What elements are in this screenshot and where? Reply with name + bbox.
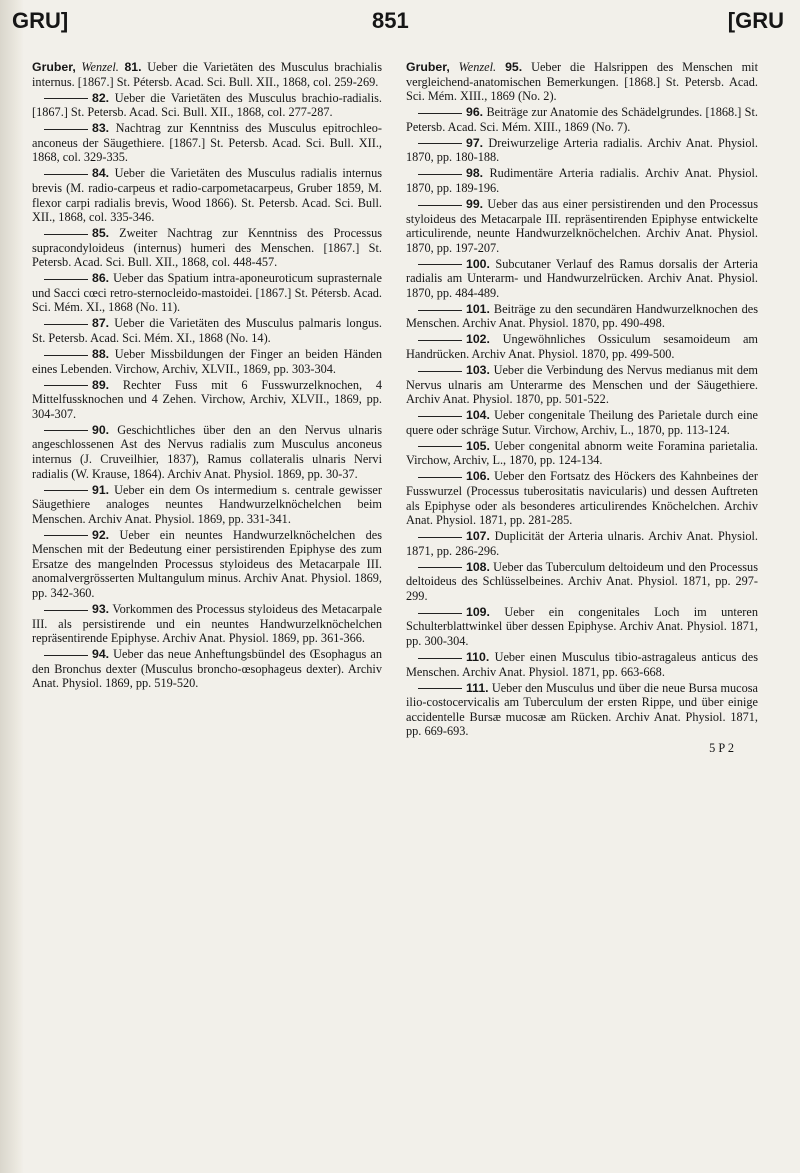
page-gutter-shadow: [0, 0, 24, 1173]
entry-number: 96.: [466, 105, 484, 120]
entry-number: 102.: [466, 332, 490, 347]
ditto-dash: [44, 385, 88, 386]
entry-text: Dreiwurzelige Arteria radialis. Archiv Anat. Physiol. 1870, pp. 180-188.: [406, 135, 758, 165]
entry-text: Ueber die Varietäten des Musculus palmaris longus. St. Petersb. Acad. Sci. Mém. XI., 1868 (No. 14).: [32, 316, 383, 346]
entry-text: Ueber Missbildungen der Finger an beiden Händen eines Lebenden. Virchow, Archiv, XLVII., 1869, pp. 303-304.: [32, 347, 382, 376]
entry-number: 103.: [466, 363, 490, 377]
ditto-dash: [44, 279, 88, 280]
entry-text: Ueber das Spatium intra-aponeuroticum suprasternale und Sacci cœci retro-sternocleido-mastoidei. [1867.] St. Pétersb. Acad. Sci. Mém. XI., 1868 (No. 11).: [32, 271, 382, 315]
ditto-dash: [418, 371, 462, 372]
entry-text: Ueber das Tuberculum deltoideum und den Processus deltoideus des Schlüsselbeines. Archiv Anat. Physiol. 1871, pp. 297-299.: [406, 559, 758, 603]
ditto-dash: [44, 129, 88, 130]
ditto-dash: [44, 490, 88, 491]
ditto-dash: [418, 310, 462, 311]
ditto-dash: [418, 567, 462, 568]
entry-number: 93.: [92, 602, 110, 617]
entry-number: 91.: [92, 482, 110, 497]
entry-number: 87.: [92, 316, 110, 331]
bibliography-entry: [32, 528, 382, 601]
ditto-dash: [418, 113, 462, 114]
entry-number: 107.: [466, 529, 490, 544]
entry-number: 98.: [466, 166, 484, 181]
bibliography-entry: [32, 423, 382, 481]
entry-text: Ueber die Halsrippen des Menschen mit vergleichend-anatomischen Bemerkungen. [1868.] St. Petersb. Acad. Sci. Mém. XIII., 1869 (No. 2).: [406, 60, 759, 104]
bibliography-entry: [32, 483, 382, 527]
entry-text: Rechter Fuss mit 6 Fusswurzelknochen, 4 Mittelfussknochen und 4 Zehen. Virchow, Archiv, XLVII., 1869, pp. 304-307.: [32, 377, 382, 421]
ditto-dash: [44, 655, 88, 656]
entry-number: 100.: [466, 256, 490, 271]
entry-text: Ueber das neue Anheftungsbündel des Œsophagus an den Bronchus dexter (Musculus broncho-œsophageus dexter). Archiv Anat. Physiol. 1869, pp. 519-520.: [32, 647, 382, 691]
bibliography-entry: [406, 105, 758, 134]
bibliography-entry: [32, 166, 382, 224]
ditto-dash: [418, 174, 462, 175]
right-column: [406, 60, 758, 768]
entry-text: Ueber die Verbindung des Nervus medianus mit dem Nervus ulnaris am Unterarme des Menschen und der Säugethiere. Archiv Anat. Physiol. 1870, pp. 501-522.: [406, 363, 758, 407]
ditto-dash: [418, 416, 462, 417]
entry-number: 82.: [92, 90, 110, 105]
entry-number: 110.: [466, 650, 490, 665]
bibliography-entry: [406, 469, 758, 527]
ditto-dash: [44, 355, 88, 356]
entry-number: 99.: [466, 196, 484, 211]
entry-number: 95.: [505, 60, 523, 74]
bibliography-entry: [406, 166, 758, 195]
entry-text: Ueber einen Musculus tibio-astragaleus anticus des Menschen. Archiv Anat. Physiol. 1871, pp. 663-668.: [406, 650, 758, 679]
ditto-dash: [418, 143, 462, 144]
entry-author-forename: Wenzel.: [81, 60, 119, 74]
entry-number: 109.: [466, 604, 490, 619]
bibliography-entry: [406, 681, 758, 739]
entry-text: Beiträge zur Anatomie des Schädelgrundes. [1868.] St. Petersb. Acad. Sci. Mém. XIII., 1869 (No. 7).: [406, 105, 759, 134]
entry-text: Vorkommen des Processus styloideus des Metacarpale III. als persistirende und ein neuntes Handwurzelknöchelchen repräsentirende Epiphyse. Archiv Anat. Physiol. 1869, pp. 361-366.: [32, 602, 382, 646]
bibliography-entry: [406, 650, 758, 679]
ditto-dash: [418, 537, 462, 538]
entry-number: 89.: [92, 377, 110, 392]
entry-text: Ueber ein neuntes Handwurzelknöchelchen des Menschen mit der Bedeutung einer persistirenden Epiphyse des zum Ersatze des mangelnden Processus styloideus des Metacarpale III. anomalvergrösserten Multangulum minus. Archiv Anat. Physiol. 1869, pp. 342-360.: [32, 527, 382, 601]
entry-author: Gruber,: [32, 60, 76, 74]
entry-text: Ueber die Varietäten des Musculus brachialis internus. [1867.] St. Pétersb. Acad. Sci. Bull. XII., 1868, col. 259-269.: [32, 60, 382, 89]
ditto-dash: [418, 613, 462, 614]
entry-text: Ueber das aus einer persistirenden und den Processus styloideus des Metacarpale III. repräsentirenden Epiphyse entwickelte articulirende, neunte Handwurzelknöchelchen. Archiv Anat. Physiol. 1870, pp. 197-207.: [406, 196, 758, 255]
signature-mark: 5 P 2: [709, 740, 734, 755]
bibliography-entry: [406, 529, 758, 558]
entry-number: 101.: [466, 301, 490, 316]
entry-number: 92.: [92, 527, 110, 542]
bibliography-entry: [406, 136, 758, 165]
entry-text: Ueber congenital abnorm weite Foramina parietalia. Virchow, Archiv, L., 1870, pp. 124-134.: [406, 438, 759, 468]
ditto-dash: [44, 98, 88, 99]
entry-number: 83.: [92, 121, 110, 136]
bibliography-entry: [32, 271, 382, 315]
entry-text: Duplicität der Arteria ulnaris. Archiv Anat. Physiol. 1871, pp. 286-296.: [406, 529, 759, 558]
bibliography-entry: [32, 91, 382, 120]
entry-text: Nachtrag zur Kenntniss des Musculus epitrochleo-anconeus der Säugethiere. [1867.] St. Petersb. Acad. Sci. Bull. XII., 1868, col. 329-335.: [32, 121, 383, 165]
entry-number: 104.: [466, 408, 490, 423]
entry-text: Ueber die Varietäten des Musculus radialis internus brevis (M. radio-carpeus et radio-carpometacarpeus, Gruber 1859, M. flexor carpi radialis brevis, Wood 1866). St. Petersb. Acad. Sci. Bull. XII., 1868, col. 335-346.: [32, 166, 383, 225]
entry-author-forename: Wenzel.: [458, 60, 497, 74]
bibliography-entry: [32, 316, 382, 345]
entry-text: Ueber ein dem Os intermedium s. centrale gewisser Säugethiere analoges neuntes Handwurzelknöchelchen beim Menschen. Archiv Anat. Physiol. 1869, pp. 331-341.: [32, 482, 382, 526]
entry-text: Ueber den Fortsatz des Höckers des Kahnbeines der Fusswurzel (Processus tuberositatis navicularis) und dessen Auftreten als Epiphyse oder als besonderes articulirendes Knöchelchen. Archiv Anat. Physiol. 1871, pp. 281-285.: [406, 469, 758, 528]
entry-text: Subcutaner Verlauf des Ramus dorsalis der Arteria radialis am Unterarm- und Handwurzelrücken. Archiv Anat. Physiol. 1870, pp. 484-489.: [406, 256, 759, 300]
ditto-dash: [44, 234, 88, 235]
entry-text: Beiträge zu den secundären Handwurzelknochen des Menschen. Archiv Anat. Physiol. 1870, pp. 490-498.: [406, 301, 758, 331]
ditto-dash: [418, 658, 462, 659]
bibliography-entry: [32, 60, 382, 89]
ditto-dash: [44, 174, 88, 175]
entry-number: 85.: [92, 226, 110, 241]
entry-number: 90.: [92, 422, 110, 437]
bibliography-entry: [32, 378, 382, 422]
entry-number: 108.: [466, 559, 490, 574]
bibliography-entry: [406, 560, 758, 604]
ditto-dash: [418, 340, 462, 341]
page-number: 851: [372, 8, 409, 33]
entry-number: 111.: [466, 680, 489, 695]
bibliography-entry: [406, 197, 758, 255]
bibliography-entry: [406, 257, 758, 301]
running-head-right: [GRU: [727, 8, 784, 33]
bibliography-entry: [32, 347, 382, 376]
entry-number: 84.: [92, 166, 110, 181]
bibliography-entry: [32, 602, 382, 646]
entry-number: 81.: [124, 60, 142, 74]
bibliography-entry: [406, 439, 758, 468]
bibliography-entry: [406, 408, 758, 437]
entry-number: 97.: [466, 135, 484, 150]
ditto-dash: [418, 264, 462, 265]
ditto-dash: [418, 477, 462, 478]
entry-number: 105.: [466, 438, 490, 453]
ditto-dash: [418, 446, 462, 447]
bibliography-entry: [32, 121, 382, 165]
entry-text: Ueber congenitale Theilung des Parietale durch eine quere oder schräge Sutur. Virchow, Archiv, L., 1870, pp. 113-124.: [406, 408, 758, 437]
bibliography-entry: [406, 302, 758, 331]
bibliography-entry: [406, 605, 758, 649]
entry-text: Ueber ein congenitales Loch im unteren Schulterblattwinkel über dessen Epiphyse. Archiv Anat. Physiol. 1871, pp. 300-304.: [406, 604, 758, 649]
bibliography-entry: [406, 363, 758, 407]
bibliography-entry: [32, 647, 382, 691]
entry-number: 86.: [92, 271, 110, 286]
ditto-dash: [44, 610, 88, 611]
bibliography-entry: [406, 332, 758, 361]
entry-text: Zweiter Nachtrag zur Kenntniss des Processus supracondyloideus (internus) humeri des Menschen. [1867.] St. Petersb. Acad. Sci. Bull. XII., 1868, col. 448-457.: [32, 226, 382, 270]
entry-number: 106.: [466, 469, 490, 484]
bibliography-entry: [406, 60, 758, 104]
entry-author: Gruber,: [406, 60, 450, 74]
entry-text: Geschichtliches über den an den Nervus ulnaris angeschlossenen Ast des Nervus radialis zum Musculus anconeus internus (J. Cruveilhier, 1837), Ramus collateralis ulnaris Nervi radialis (W. Krause, 1864). Archiv Anat. Physiol. 1869, pp. 30-37.: [32, 422, 382, 481]
page-header: [0, 8, 800, 38]
entry-number: 94.: [92, 647, 110, 662]
ditto-dash: [418, 205, 462, 206]
ditto-dash: [44, 324, 88, 325]
entry-number: 88.: [92, 347, 110, 362]
ditto-dash: [44, 535, 88, 536]
entry-text: Ueber die Varietäten des Musculus brachio-radialis. [1867.] St. Petersb. Acad. Sci. Bull. XII., 1868, col. 277-287.: [32, 90, 382, 120]
left-column: [32, 60, 382, 692]
running-head-left: GRU]: [12, 8, 69, 33]
ditto-dash: [418, 688, 462, 689]
entry-text: Rudimentäre Arteria radialis. Archiv Anat. Physiol. 1870, pp. 189-196.: [406, 166, 758, 195]
ditto-dash: [44, 430, 88, 431]
entry-text: Ungewöhnliches Ossiculum sesamoideum am Handrücken. Archiv Anat. Physiol. 1870, pp. 499-500.: [406, 332, 758, 362]
entry-text: Ueber den Musculus und über die neue Bursa mucosa ilio-costocervicalis am Tuberculum der ersten Rippe, und über einige accidentelle Bursæ mucosæ am Rücken. Archiv Anat. Physiol. 1871, pp. 669-693.: [406, 680, 759, 739]
bibliography-entry: [32, 226, 382, 270]
